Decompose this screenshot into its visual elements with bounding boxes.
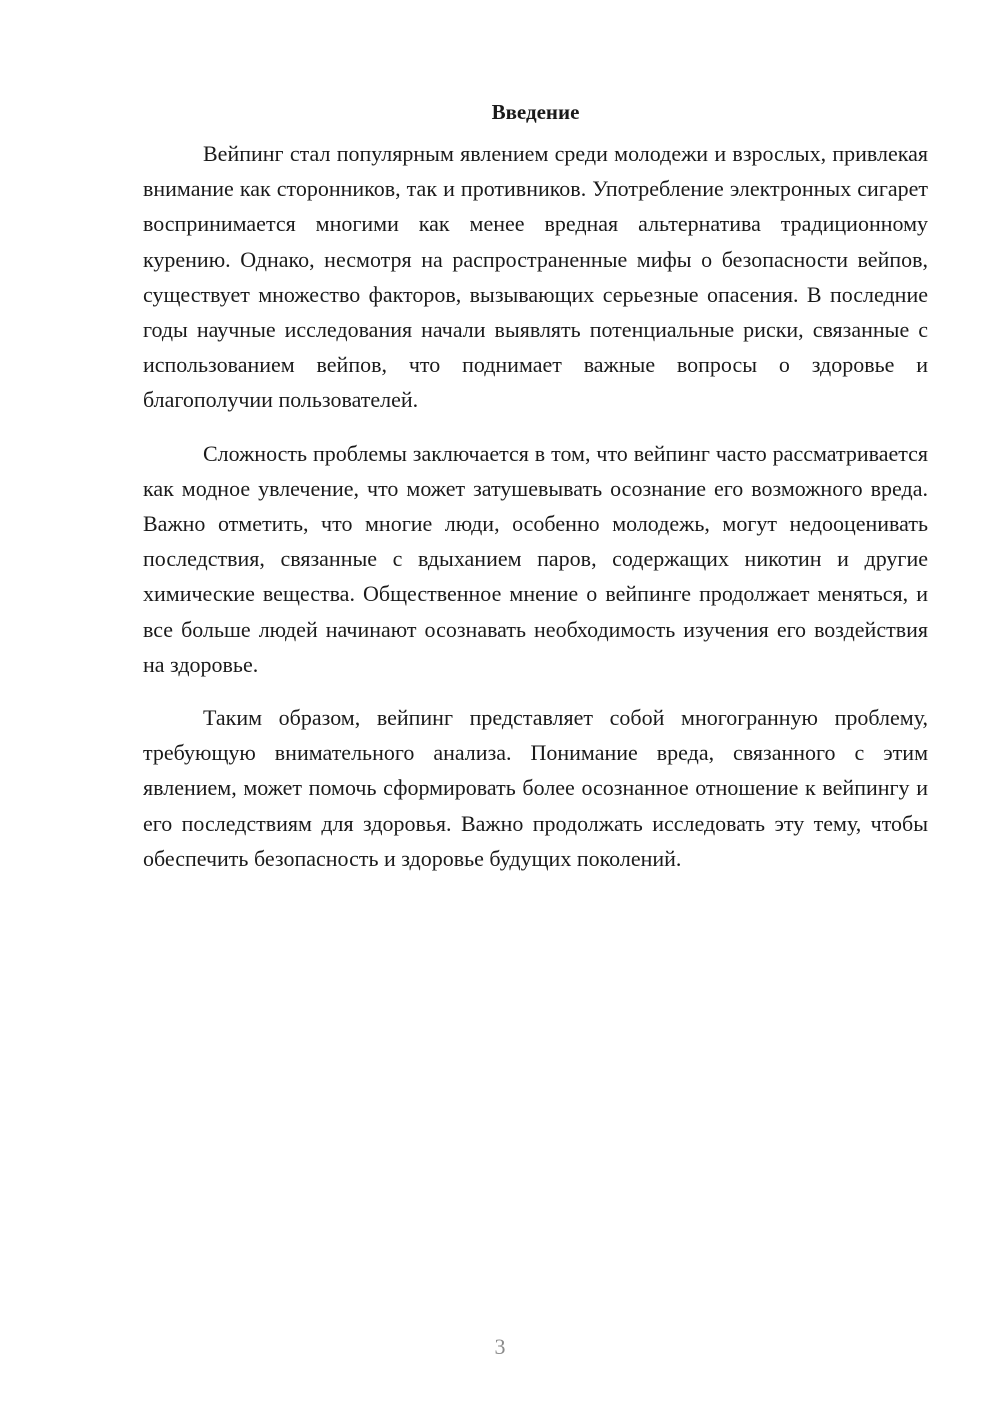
page-content [143,98,928,894]
paragraph-2: Сложность проблемы заключается в том, что вейпинг часто рассматривается как модное увлечение, что может затушевывать осознание его возможного вреда. Важно отметить, что многие люди, особенно молодежь, могут недооценивать последствия, связанные с вдыханием паров, содержащих никотин и другие химические вещества. Общественное мнение о вейпинге продолжает меняться, и все больше людей начинают осознавать необходимость изучения его воздействия на здоровье. [143,440,928,677]
paragraph-3: Таким образом, вейпинг представляет собой многогранную проблему, требующую внимательного анализа. Понимание вреда, связанного с этим явлением, может помочь сформировать более осознанное отношение к вейпингу и его последствиям для здоровья. Важно продолжать исследовать эту тему, чтобы обеспечить безопасность и здоровье будущих поколений. [143,705,928,871]
paragraph-1: Вейпинг стал популярным явлением среди молодежи и взрослых, привлекая внимание как сторонников, так и противников. Употребление электронных сигарет воспринимается многими как менее вредная альтернатива традиционному курению. Однако, несмотря на распространенные мифы о безопасности вейпов, существует множество факторов, вызывающих серьезные опасения. В последние годы научные исследования начали выявлять потенциальные риски, связанные с использованием вейпов, что поднимает важные вопросы о здоровье и благополучии пользователей. [143,141,928,413]
page-number: 3 [494,1334,506,1359]
section-title: Введение [491,100,580,124]
